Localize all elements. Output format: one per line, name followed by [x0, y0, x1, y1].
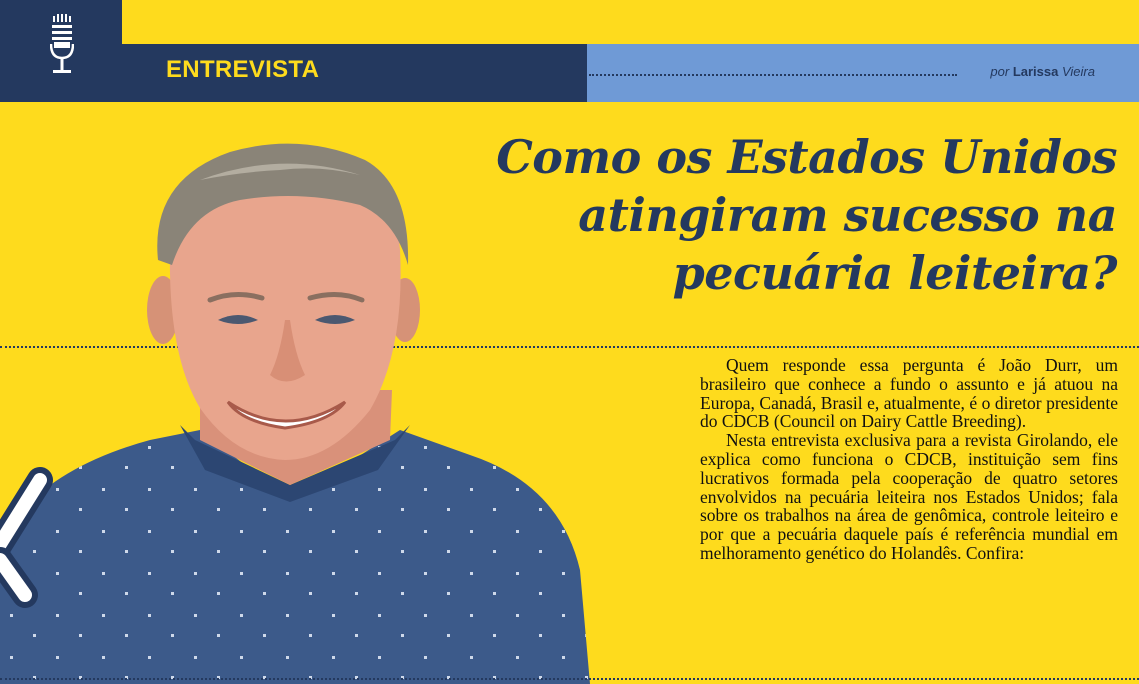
- paragraph-1: Quem responde essa pergunta é João Durr, um brasileiro que conhece a fundo o assunto e já atuou na Europa, Canadá, Brasil e, atualmente, é o diretor presidente do CDCB (Council on Dairy Cattle Breeding).: [700, 355, 1118, 432]
- paragraph-2: Nesta entrevista exclusiva para a revista Girolando, ele explica como funciona o CDCB, instituição sem fins lucrativos formada pela cooperação de quatro setores envolvidos na pecuária leiteira nos Estados Unidos; fala sobre os trabalhos na área de genômica, controle leiteiro e por que a pecuária daquele país é referência mundial em melhoramento genético do Holandês. Confira:: [700, 430, 1118, 563]
- author-first-name: Larissa: [1012, 64, 1059, 79]
- author-bar: [587, 44, 1139, 102]
- bottom-dotted-divider: [0, 678, 1139, 680]
- section-label: ENTREVISTA: [166, 56, 320, 83]
- section-icon-box: [0, 0, 122, 102]
- headline-line-3: pecuária leiteira?: [672, 246, 1117, 300]
- author-last-name: Vieira: [1061, 64, 1095, 79]
- author-credit: [990, 64, 1095, 79]
- headline-line-2: atingiram sucesso na: [578, 188, 1117, 242]
- dotted-leader: [589, 74, 957, 76]
- author-prefix: por: [990, 64, 1010, 79]
- section-bar: [122, 44, 587, 102]
- top-strip: [0, 0, 1139, 44]
- headline-line-1: Como os Estados Unidos: [496, 130, 1117, 184]
- portrait-photo: [0, 140, 620, 684]
- microphone-icon: [50, 14, 74, 86]
- article-intro: [700, 356, 1118, 563]
